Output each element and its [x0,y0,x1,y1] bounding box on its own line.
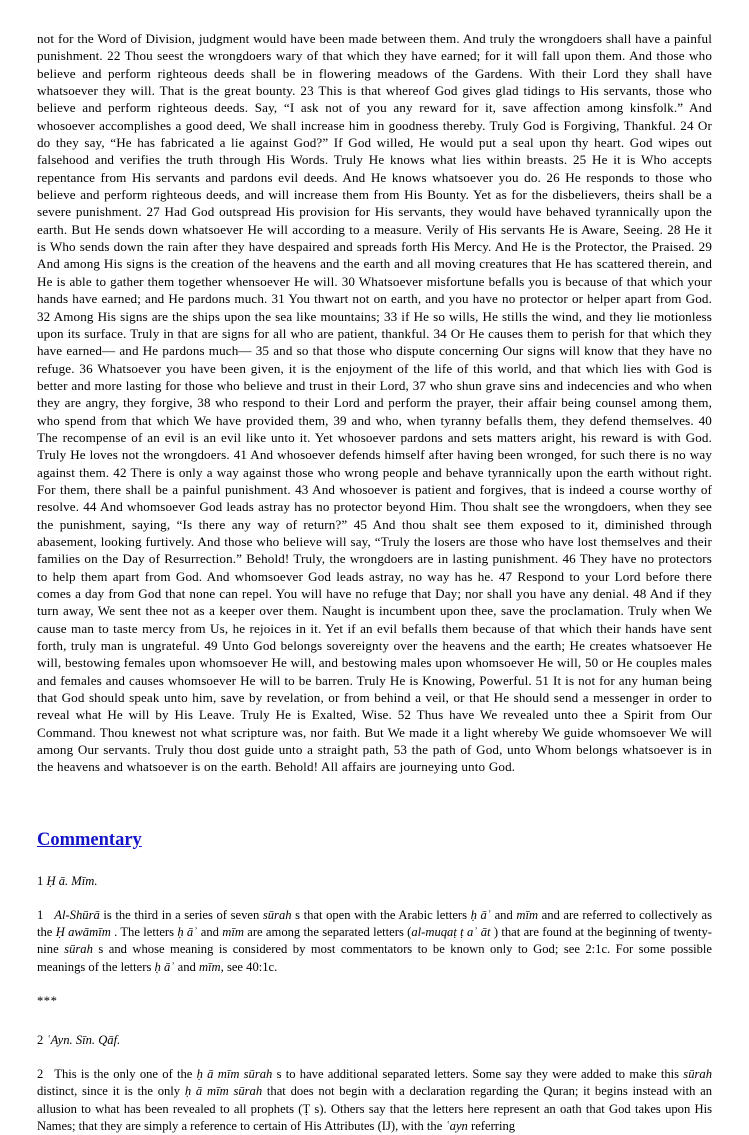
commentary-verse-2 [37,1032,712,1049]
verse-text-1: Ḥ ā. Mīm. [46,873,98,888]
commentary-heading: Commentary [37,829,142,850]
verse-text-2: ʿAyn. Sīn. Qāf. [46,1033,121,1047]
commentary-note-2 [37,1066,712,1135]
note-number-1: 1 [37,907,44,922]
commentary-note-1 [37,907,712,976]
commentary-verse-1 [37,873,712,890]
note-body-1: Al-Shūrā is the third in a series of seven sūrah s that open with the Arabic letters ḥ āʾ and mīm and are referred to collectively as the Ḥ awāmīm . The letters ḥ āʾ and mīm are among the separated letters (al-muqaṭ ṭ aʾ āt ) that are found at the beginning of twenty-nine sūrah s and whose meaning is considered by most commentators to be known only to God; see 2:1c. For some possible meanings of the letters ḥ āʾ and mīm, see 40:1c. [37,907,712,974]
verse-number-1: 1 [37,873,44,888]
commentary-heading-wrap [37,803,712,851]
verse-number-2: 2 [37,1033,44,1047]
note-body-2: This is the only one of the ḥ ā mīm sūrah s to have additional separated letters. Some say they were added to make this sūrah distinct, since it is the only ḥ ā mīm sūrah that does not begin with a declaration regarding the Quran; it begins instead with an allusion to what has been revealed to all prophets (Ṭ s). Others say that the letters here represent an oath that God takes upon His Names; that they are simply a reference to certain of His Attributes (IJ), with the ʿayn referring [37,1067,713,1133]
scripture-passage: not for the Word of Division, judgment would have been made between them. And truly the wrongdoers shall have a painful punishment. 22 Thou seest the wrongdoers wary of that which they have earned; for it will fall upon them. And those who believe and perform righteous deeds shall be in flowering meadows of the Gardens. With their Lord they shall have whatsoever they will. That is the great bounty. 23 This is that whereof God gives glad tidings to His servants, those who believe and perform righteous deeds. Say, “I ask not of you any reward for it, save affection among kinsfolk.” And whosoever accomplishes a good deed, We shall increase him in goodness thereby. Truly God is Forgiving, Thankful. 24 Or do they say, “He has fabricated a lie against God?” If God willed, He would put a seal upon thy heart. God wipes out falsehood and verifies the truth through His Words. Truly He knows what lies within breasts. 25 He it is Who accepts repentance from His servants and pardons evil deeds. And He knows whatsoever you do. 26 He responds to those who believe and perform righteous deeds, and will increase them from His Bounty. Yet as for the disbelievers, theirs shall be a severe punishment. 27 Had God outspread His provision for His servants, they would have behaved tyrannically upon the earth. But He sends down whatsoever He will according to a measure. Verily of His servants He is Aware, Seeing. 28 He it is Who sends down the rain after they have despaired and spreads forth His Mercy. And He is the Protector, the Praised. 29 And among His signs is the creation of the heavens and the earth and all moving creatures that He has scattered therein, and He is able to gather them together whensoever He will. 30 Whatsoever misfortune befalls you is because of that which your hands have earned; and He pardons much. 31 You thwart not on earth, and you have no protector or helper apart from God. 32 Among His signs are the ships upon the sea like mountains; 33 if He so wills, He stills the wind, and they lie motionless upon its surface. Truly in that are signs for all who are patient, thankful. 34 Or He causes them to perish for that which they have earned— and He pardons much— 35 and so that those who dispute concerning Our signs will know that they have no refuge. 36 Whatsoever you have been given, it is the enjoyment of the life of this world, and that which lies with God is better and more lasting for those who believe and trust in their Lord, 37 who shun grave sins and indecencies and who when they are angry, they forgive, 38 who respond to their Lord and perform the prayer, their affair being counsel among them, who spend from that which We have provided them, 39 and who, when tyranny befalls them, they defend themselves. 40 The recompense of an evil is an evil like unto it. Yet whosoever pardons and sets matters aright, his reward is with God. Truly He loves not the wrongdoers. 41 And whosoever defends himself after having been wronged, for such there is no way against them. 42 There is only a way against those who wrong people and behave tyrannically upon the earth without right. For them, there shall be a painful punishment. 43 And whosoever is patient and forgives, that is indeed a course worthy of resolve. 44 And whomsoever God leads astray has no protector beyond Him. Thou shalt see the wrongdoers, when they see the punishment, saying, “Is there any way of return?” 45 And thou shalt see them exposed to it, diminished through abasement, looking furtively. And those who believe will say, “Truly the losers are those who have lost themselves and their families on the Day of Resurrection.” Behold! Truly, the wrongdoers are in lasting punishment. 46 They have no protectors to help them apart from God. And whomsoever God leads astray, no way has he. 47 Respond to your Lord before there comes a day from God that none can repel. You will have no refuge that Day; nor shall you have any denial. 48 And if they turn away, We sent thee not as a keeper over them. Naught is incumbent upon thee, save the proclamation. Truly when We cause man to taste mercy from Us, he rejoices in it. Yet if an evil befalls them because of that which their hands have sent forth, truly man is ungrateful. 49 Unto God belongs sovereignty over the heavens and the earth; He creates whatsoever He will, bestowing females upon whomsoever He will, and bestowing males upon whomsoever He will, 50 or He couples males and females and causes whomsoever He will to be barren. Truly He is Knowing, Powerful. 51 It is not for any human being that God should speak unto him, save by revelation, or from behind a veil, or that He should send a messenger in order to reveal what He will by His Leave. Truly He is Exalted, Wise. 52 Thus have We revealed unto thee a Spirit from Our Command. Thou knewest not what scripture was, nor faith. But We made it a light whereby We guide whomsoever We will among Our servants. Truly thou dost guide unto a straight path, 53 the path of God, unto Whom belongs whatsoever is in the heavens and whatsoever is on the earth. Behold! All affairs are journeying unto God. [37,31,712,775]
note-number-2: 2 [37,1067,44,1082]
section-divider: *** [37,993,58,1008]
